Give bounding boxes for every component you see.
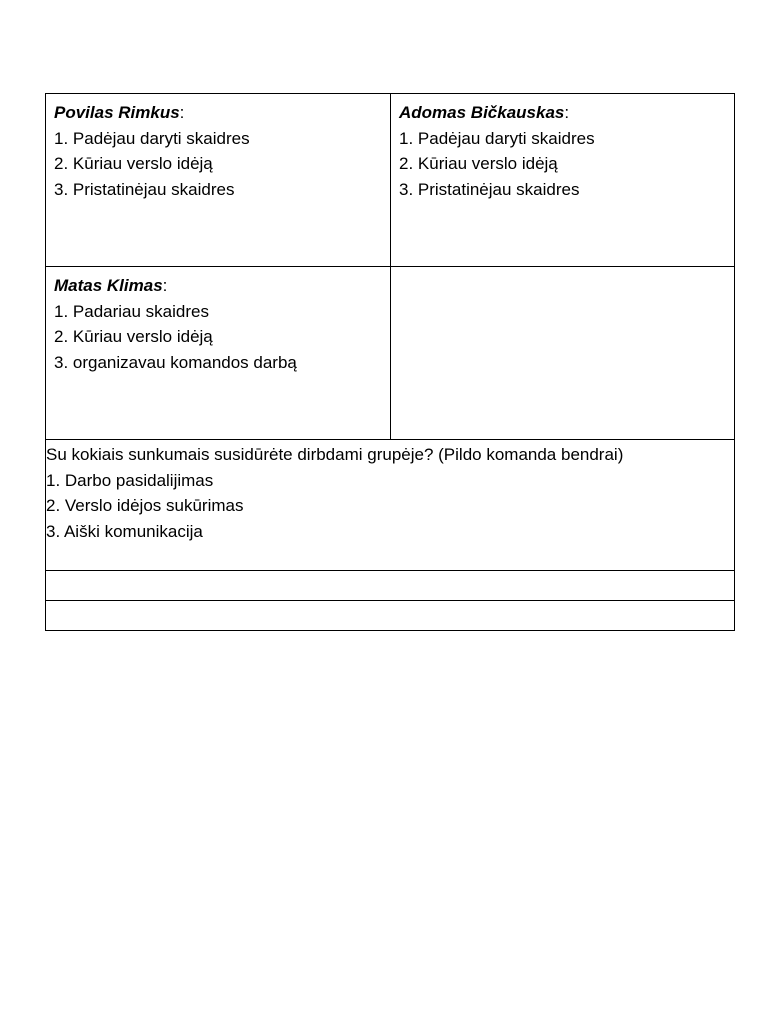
list-item: 1. Padėjau daryti skaidres [399, 128, 595, 148]
list-item: 1. Padėjau daryti skaidres [54, 128, 250, 148]
team-contribution-table [45, 93, 735, 631]
member-colon: : [179, 103, 185, 122]
member-name: Povilas Rimkus [54, 103, 180, 122]
list-item: 2. Kūriau verslo idėją [54, 154, 213, 173]
empty-member-cell [391, 267, 734, 439]
table-row [46, 267, 734, 440]
empty-table-row [46, 571, 734, 601]
list-item: 1. Padariau skaidres [54, 301, 209, 321]
list-item: 3. organizavau komandos darbą [54, 352, 297, 372]
list-item: 3. Pristatinėjau skaidres [399, 179, 580, 199]
member-heading [54, 100, 382, 126]
list-item: 3. Pristatinėjau skaidres [54, 179, 235, 199]
list-item: 2. Kūriau verslo idėją [399, 154, 558, 173]
member-heading [54, 273, 382, 299]
empty-table-row [46, 601, 734, 630]
list-item: 3. Aiški komunikacija [46, 521, 203, 541]
member-name: Matas Klimas [54, 276, 163, 295]
difficulties-question: Su kokiais sunkumais susidūrėte dirbdami grupėje? (Pildo komanda bendrai) [46, 445, 624, 464]
list-item: 2. Kūriau verslo idėją [54, 327, 213, 346]
member-cell-povilas-rimkus [46, 94, 391, 266]
list-item: 2. Verslo idėjos sukūrimas [46, 496, 244, 515]
member-colon: : [162, 276, 168, 295]
table-row [46, 94, 734, 267]
member-heading [399, 100, 726, 126]
member-colon: : [564, 103, 570, 122]
list-item: 1. Darbo pasidalijimas [46, 470, 214, 490]
member-cell-adomas-bickauskas [391, 94, 734, 266]
member-cell-matas-klimas [46, 267, 391, 439]
member-name: Adomas Bičkauskas [399, 103, 565, 122]
difficulties-cell [46, 440, 734, 571]
